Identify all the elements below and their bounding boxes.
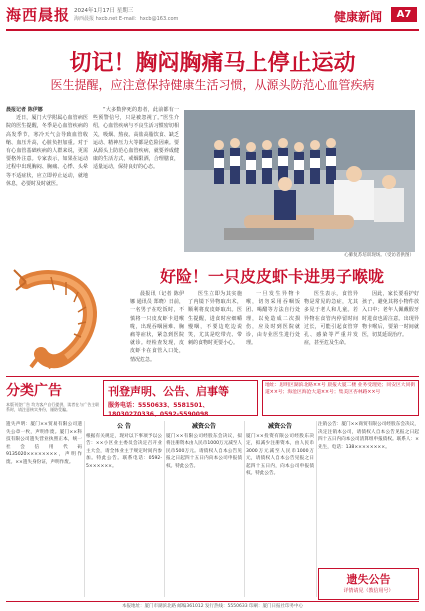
article-paragraph: 医生表示，食管异物是常见的急症，尤其多见于老人和儿童。若异物在食管内停留时间过长，可能引起食管穿孔、感染等严重并发症，甚至危及生命。: [304, 291, 358, 347]
ads-banner: [103, 380, 258, 416]
article2-column-2: [188, 290, 242, 370]
article-paragraph: 因此，家长要看护好孩子，避免其将小物件放入口中；老年人佩戴假牙时进食也需注意。出现异物卡喉后，要第一时间就医，切莫延误治疗。: [362, 291, 419, 339]
ads-title-box: [6, 380, 101, 416]
ads-banner-title: 刊登声明、公告、启事等: [108, 385, 229, 398]
ad-text: 注销公告：厦门××商贸有限公司经股东会决议，决定注销本公司，请债权人自本公告见报之日起四十五日内向本公司清算组申报债权。联系人：×先生，电话：138××××××××。: [318, 422, 419, 450]
article2-column-1: [130, 290, 184, 370]
ads-title: 分类广告: [6, 383, 62, 399]
ad-column-4: [246, 421, 314, 597]
ad-column-3: [166, 421, 242, 597]
page-footer: 本报地址：厦门市湖滨北路 邮编361012 发行热线：5550633 印刷：厦门日报社印务中心: [6, 601, 419, 609]
article-headline: 切记！胸闷胸痛马上停止运动: [69, 51, 356, 76]
newspaper-logo: 海西晨报: [6, 6, 71, 24]
ad-text: 厦门××有限公司经股东会决议，拟将注册资本由人民币1000万元减至人民币500万元。请债权人自本公告见报之日起四十五日内向本公司申报债权。特此公告。: [166, 433, 242, 469]
article2-column-4: [304, 290, 358, 370]
website-info: 海西晨报 hxcb.net E-mail：hxcb@163.com: [74, 16, 179, 22]
lost-notice-title: 遗失公告: [346, 573, 391, 586]
article-paragraph: 近日，厦门大学附属心血管病医院的医生提醒，冬季是心血管疾病的高发季节，寒冷天气会导致血管收缩、血压升高，心脏负担加重。对于有心血管基础疾病的人群来说，更需要格外注意。专家表示，如果在运动过程中出现胸闷、胸痛、心悸、头晕等不适症状，应立即停止运动，就地休息，必要时及时就医。: [6, 115, 88, 187]
article-column-2: [93, 106, 179, 258]
cpr-training-photo: [184, 110, 415, 252]
ad-column-1: [6, 421, 82, 597]
ads-contact-info: 地址：思明区湖滨北路××号 晨报大厦二楼 业务受理处；同安区大同街道××号；海沧区海沧大道××号；集美区杏林路××号: [262, 380, 419, 416]
classified-ads-header: [6, 380, 419, 416]
column-divider: [164, 421, 165, 597]
column-divider: [84, 421, 85, 597]
ad-text: 厦门××投资有限公司经股东决定，拟减少注册资本，由人民币3000万元减至人民币1000万元，请债权人自本公告见报之日起四十五日内，向本公司申报债权。特此公告。: [246, 433, 314, 476]
ad-heading: 公 告: [116, 423, 132, 430]
ad-heading: 减资公告: [191, 423, 216, 430]
ad-heading: 减资公告: [267, 423, 292, 430]
article-subhead: 医生提醒，应注意保持健康生活习惯，从源头防范心血管疾病: [50, 78, 375, 92]
ad-text: 遗失声明：厦门××贸易有限公司遗失公章一枚，声明作废。厦门××科技有限公司遗失营业执照正本，统一社会信用代码9135020××××××××，声明作废。××遗失身份证，声明作废。: [6, 422, 82, 465]
article-paragraph: 一旦发生异物卡喉，切勿采用吞咽饭团、喝醋等方法自行处理，以免造成二次损伤，应及时到医院就诊，由专业医生进行处理。: [246, 291, 300, 347]
lost-notice-subtitle: 详情请见（教信用号）: [343, 588, 394, 594]
ad-column-5: [318, 421, 419, 565]
mantis-shrimp-icon: [6, 262, 126, 372]
column-divider: [244, 421, 245, 597]
article-paragraph: 医生立即为其实施了内镜下异物取出术，顺利将皮皮虾取出。医生提醒，进食时应细嚼慢咽，不要边吃边说笑，尤其是吃带壳、带刺的食物时更要小心。: [188, 291, 242, 347]
ad-text: 根据有关规定，现对以下事项予以公告：××小区业主委员会决定召开业主大会，请全体业主于规定时间内参加。特此公告。联系电话：0592-5××××××。: [86, 433, 162, 469]
ads-banner-phone: 服务电话：5550633、5581501、18030270336、0592-5590098: [108, 402, 209, 418]
issue-date: 2024年1月17日 星期三: [74, 8, 134, 14]
section-divider: [6, 376, 419, 377]
masthead-rule: [6, 29, 419, 31]
article-paragraph: 晨报讯（记者 陈伊娜 通讯员 郑晓）日前，一名男子在吃饭时，不慎将一只皮皮虾卡进喉咙，出现吞咽困难、胸痛等症状，紧急到医院就诊。经检查发现，皮皮虾卡在食管入口处，情况危急。: [130, 291, 184, 363]
article2-column-3: [246, 290, 300, 370]
ad-column-2: [86, 421, 162, 597]
article-paragraph: “大多数猝死的患者，此前都有一些预警信号，只是被忽视了。”医生介绍，心血管疾病与不良生活习惯密切相关，吸烟、熬夜、高盐高脂饮食、缺乏运动、精神压力大等都是危险因素。要从源头上防范心血管疾病，就要养成健康的生活方式，戒烟限酒，合理膳食，适量运动，保持良好的心态。: [93, 107, 179, 171]
section-title: 健康新闻: [334, 10, 383, 24]
page-number-badge: A7: [391, 7, 417, 22]
article-column-1: [6, 106, 88, 258]
column-divider: [316, 421, 317, 597]
lost-notice-box: [318, 568, 419, 600]
photo-illustration: [184, 110, 415, 252]
ads-note: 本版刊登广告 均为客户自行提供，读者在与广告主联系时，请注意核实身份，谨防受骗。: [6, 402, 100, 412]
article2-column-5: [362, 290, 419, 370]
photo-caption: 心肺复苏培训现场。（受访者供图）: [344, 253, 414, 258]
article-byline: 晨报记者 陈伊娜: [6, 107, 43, 113]
second-article-headline: 好险！一只皮皮虾卡进男子喉咙: [160, 267, 385, 286]
masthead: [0, 0, 425, 30]
shrimp-illustration: [6, 262, 126, 372]
